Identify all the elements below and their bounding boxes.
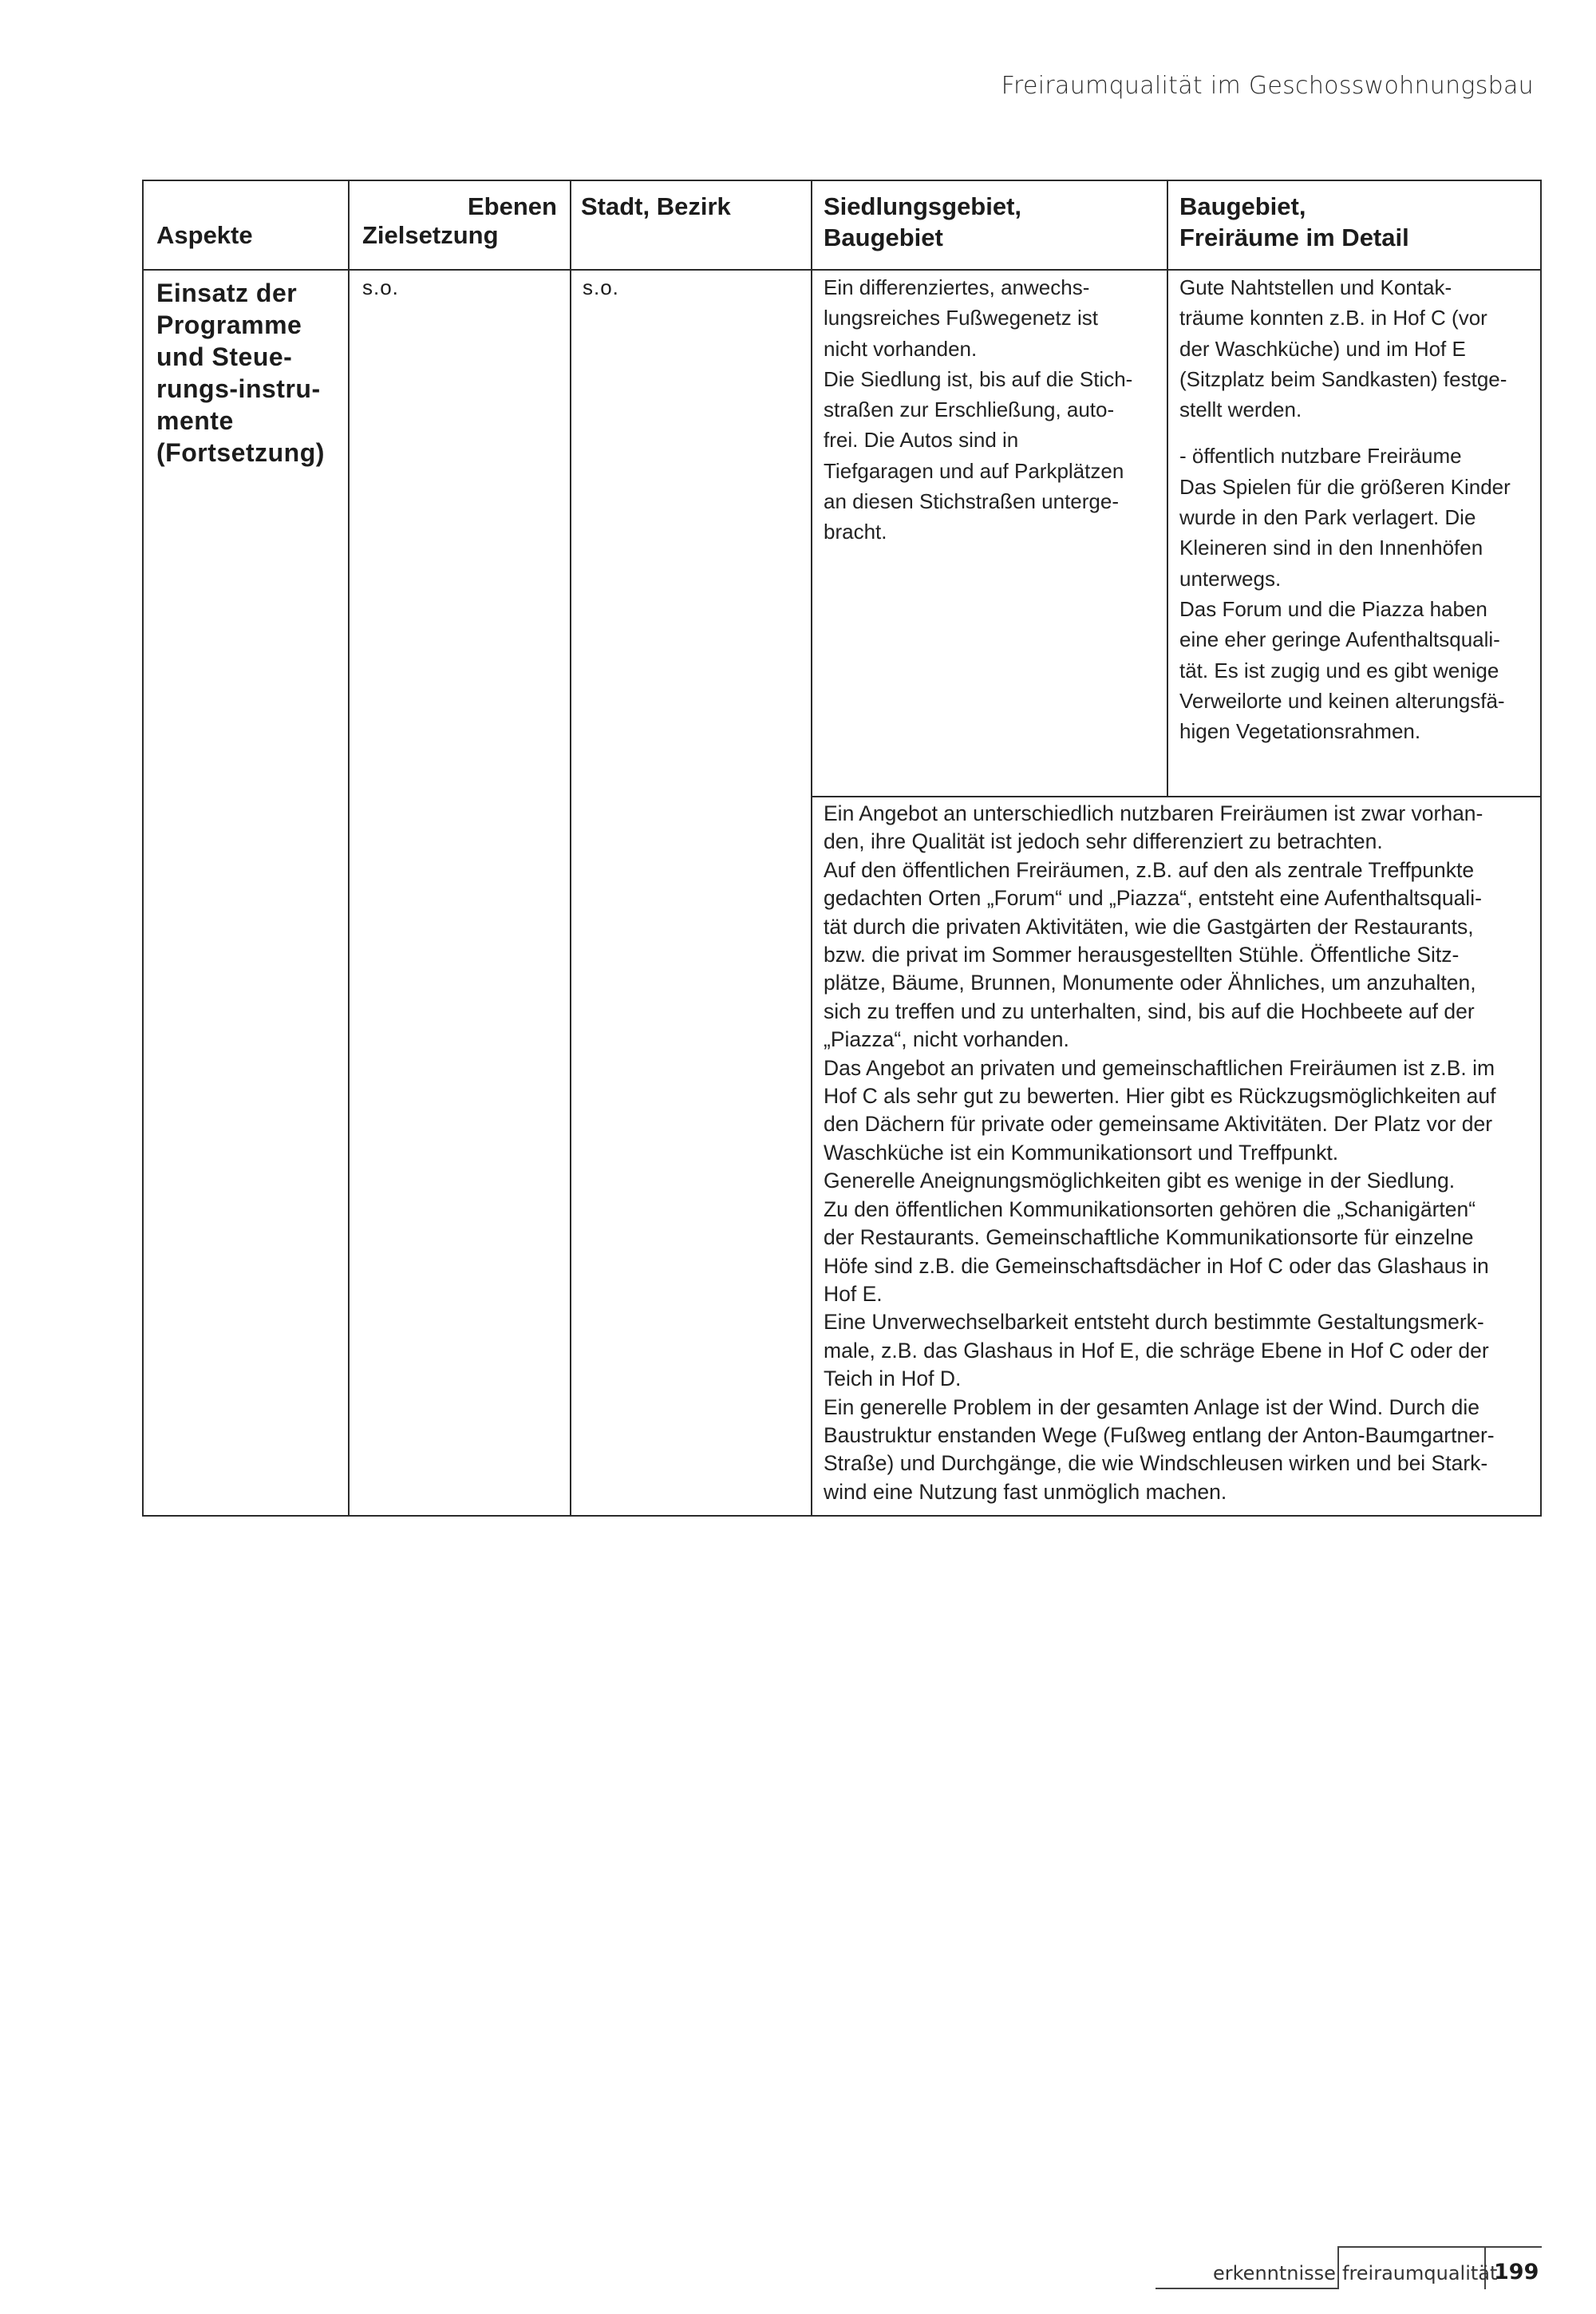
summary-line: Ein generelle Problem in der gesamten Anlage ist der Wind. Durch die — [824, 1394, 1479, 1419]
baugebiet-line: (Sitzplatz beim Sandkasten) festge- — [1179, 366, 1507, 391]
summary-line: Das Angebot an privaten und gemeinschaftlichen Freiräumen ist z.B. im — [824, 1055, 1495, 1080]
baugebiet-line: tät. Es ist zugig und es gibt wenige — [1179, 658, 1499, 682]
summary-line: gedachten Orten „Forum“ und „Piazza“, entsteht eine Aufenthaltsquali- — [824, 886, 1482, 911]
summary-line: „Piazza“, nicht vorhanden. — [824, 1027, 1069, 1052]
aspect-line: und Steue- — [156, 342, 293, 371]
header-baugebiet-line2: Freiräume im Detail — [1179, 223, 1409, 251]
summary-line: tät durch die privaten Aktivitäten, wie die Gastgärten der Restaurants, — [824, 914, 1474, 939]
summary-line: bzw. die privat im Sommer herausgestellten Stühle. Öffentliche Sitz- — [824, 943, 1460, 967]
summary-line: Hof C als sehr gut zu bewerten. Hier gibt es Rückzugsmöglichkeiten auf — [824, 1084, 1496, 1109]
siedlung-line: an diesen Stichstraßen unterge- — [824, 489, 1119, 514]
row-divider — [811, 796, 1542, 797]
baugebiet-line: higen Vegetationsrahmen. — [1179, 719, 1421, 744]
summary-line: Teich in Hof D. — [824, 1367, 962, 1391]
baugebiet-line: stellt werden. — [1179, 398, 1302, 422]
header-siedlungsgebiet-line1: Siedlungsgebiet, — [824, 192, 1022, 220]
baugebiet-line: der Waschküche) und im Hof E — [1179, 336, 1466, 361]
summary-line: Höfe sind z.B. die Gemeinschaftsdächer in Hof C oder das Glashaus in — [824, 1253, 1489, 1278]
siedlung-cell — [824, 272, 1159, 548]
baugebiet-line: wurde in den Park verlagert. Die — [1179, 505, 1476, 530]
zielsetzung-value: s.o. — [362, 275, 399, 299]
header-siedlungsgebiet — [824, 191, 1021, 253]
baugebiet-line: träume konnten z.B. in Hof C (vor — [1179, 306, 1487, 330]
summary-line: Ein Angebot an unterschiedlich nutzbaren Freiräumen ist zwar vorhan- — [824, 801, 1483, 825]
footer-rule — [1156, 2288, 1339, 2289]
baugebiet-line: Gute Nahtstellen und Kontak- — [1179, 275, 1452, 299]
siedlung-line: Die Siedlung ist, bis auf die Stich- — [824, 366, 1133, 391]
siedlung-line: straßen zur Erschließung, auto- — [824, 398, 1115, 422]
aspect-line: Programme — [156, 311, 302, 339]
header-divider — [144, 269, 1542, 271]
header-baugebiet-line1: Baugebiet, — [1179, 192, 1306, 220]
summary-line: Generelle Aneignungsmöglichkeiten gibt es wenige in der Siedlung. — [824, 1169, 1456, 1193]
baugebiet-line: Verweilorte und keinen alterungsfä- — [1179, 688, 1505, 713]
summary-line: Auf den öffentlichen Freiräumen, z.B. auf den als zentrale Treffpunkte — [824, 857, 1475, 882]
siedlung-line: Tiefgaragen und auf Parkplätzen — [824, 458, 1124, 483]
aspect-line: Einsatz der — [156, 279, 298, 307]
summary-line: den Dächern für private oder gemeinsame Aktivitäten. Der Platz vor der — [824, 1112, 1493, 1137]
siedlung-line: bracht. — [824, 520, 887, 544]
page-number: 199 — [1494, 2260, 1539, 2284]
table-divider — [570, 181, 571, 1517]
table-divider — [348, 181, 350, 1517]
summary-line: Eine Unverwechselbarkeit entsteht durch bestimmte Gestaltungsmerk- — [824, 1310, 1484, 1335]
baugebiet-line: unterwegs. — [1179, 566, 1282, 591]
footer-section: erkenntnisse — [1213, 2262, 1336, 2284]
summary-line: sich zu treffen und zu unterhalten, sind, bis auf die Hochbeete auf der — [824, 999, 1475, 1023]
aspect-line: (Fortsetzung) — [156, 438, 325, 467]
siedlung-line: frei. Die Autos sind in — [824, 428, 1019, 453]
baugebiet-cell — [1179, 272, 1539, 746]
header-baugebiet — [1179, 191, 1409, 253]
header-zielsetzung: Zielsetzung — [362, 221, 499, 249]
baugebiet-line: Das Spielen für die größeren Kinder — [1179, 474, 1511, 499]
summary-line: Straße) und Durchgänge, die wie Windschleusen wirken und bei Stark- — [824, 1451, 1488, 1476]
stadt-value: s.o. — [583, 275, 619, 299]
summary-line: plätze, Bäume, Brunnen, Monumente oder Ähnliches, um anzuhalten, — [824, 971, 1476, 995]
summary-line: wind eine Nutzung fast unmöglich machen. — [824, 1479, 1227, 1504]
summary-line: der Restaurants. Gemeinschaftliche Kommunikationsorte für einzelne — [824, 1225, 1474, 1250]
header-stadt-bezirk: Stadt, Bezirk — [581, 192, 731, 220]
aspect-line: rungs-instru- — [156, 374, 321, 403]
aspects-table — [142, 180, 1542, 1517]
footer-divider — [1337, 2248, 1339, 2289]
aspect-label — [156, 277, 340, 469]
table-divider — [1167, 181, 1168, 797]
baugebiet-line: - öffentlich nutzbare Freiräume — [1179, 444, 1462, 469]
footer-subsection: freiraumqualität — [1342, 2262, 1498, 2284]
siedlung-line: lungsreiches Fußwegenetz ist — [824, 306, 1098, 330]
siedlung-line: Ein differenziertes, anwechs- — [824, 275, 1090, 299]
summary-line: Hof E. — [824, 1281, 883, 1306]
baugebiet-line: Kleineren sind in den Innenhöfen — [1179, 536, 1483, 560]
table-divider — [811, 181, 812, 1517]
running-header: Freiraumqualität im Geschosswohnungsbau — [1001, 72, 1534, 100]
summary-line: male, z.B. das Glashaus in Hof E, die schräge Ebene in Hof C oder der — [824, 1338, 1489, 1363]
header-ebenen: Ebenen — [468, 192, 557, 220]
header-aspekte: Aspekte — [156, 221, 253, 249]
summary-line: Baustruktur enstanden Wege (Fußweg entlang der Anton-Baumgartner- — [824, 1422, 1495, 1447]
summary-cell — [824, 800, 1534, 1506]
summary-line: Waschküche ist ein Kommunikationsort und Treffpunkt. — [824, 1140, 1339, 1165]
baugebiet-line: eine eher geringe Aufenthaltsquali- — [1179, 627, 1500, 652]
footer-rule — [1337, 2246, 1542, 2248]
header-siedlungsgebiet-line2: Baugebiet — [824, 223, 943, 251]
aspect-line: mente — [156, 406, 234, 435]
summary-line: den, ihre Qualität ist jedoch sehr differenziert zu betrachten. — [824, 829, 1383, 854]
summary-line: Zu den öffentlichen Kommunikationsorten gehören die „Schanigärten“ — [824, 1197, 1476, 1221]
baugebiet-line: Das Forum und die Piazza haben — [1179, 596, 1487, 621]
siedlung-line: nicht vorhanden. — [824, 336, 978, 361]
